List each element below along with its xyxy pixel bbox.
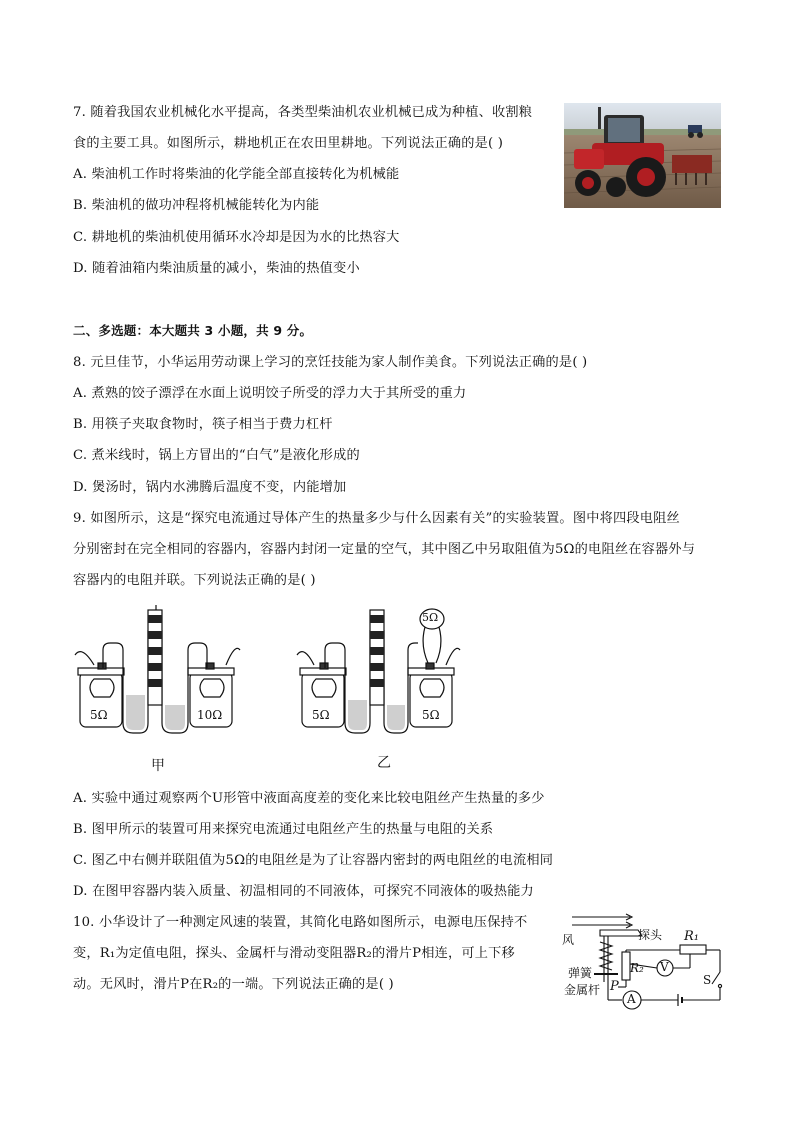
q10-slider-p-label: P — [610, 979, 619, 994]
q10-stem-line3: 动。无风时，滑片P在R₂的一端。下列说法正确的是( ) — [73, 977, 394, 992]
q9-stem-line3: 容器内的电阻并联。下列说法正确的是( ) — [73, 573, 316, 588]
q10-circuit-figure — [560, 912, 730, 1017]
q7-stem-line2: 食的主要工具。如图所示，耕地机正在农田里耕地。下列说法正确的是( ) — [73, 136, 504, 151]
q10-rod-label: 金属杆 — [564, 983, 601, 997]
q9-yi-caption: 乙 — [377, 755, 391, 771]
q9-yi-left-resistor-label: 5Ω — [312, 708, 330, 722]
q9-figure-jia — [70, 605, 250, 755]
q9-option-c: C. 图乙中右侧并联阻值为5Ω的电阻丝是为了让容器内密封的两电阻丝的电流相同 — [73, 853, 554, 868]
q9-stem-line2: 分别密封在完全相同的容器内，容器内封闭一定量的空气，其中图乙中另取阻值为5Ω的电阻丝在容器外与 — [73, 542, 696, 557]
q10-stem-line1: 10. 小华设计了一种测定风速的装置，其简化电路如图所示，电源电压保持不 — [73, 915, 528, 930]
q10-r1-label: R₁ — [684, 929, 699, 944]
q9-jia-caption: 甲 — [151, 758, 165, 774]
q10-spring-label: 弹簧 — [568, 966, 593, 980]
q8-stem: 8. 元旦佳节，小华运用劳动课上学习的烹饪技能为家人制作美食。下列说法正确的是( ) — [73, 355, 588, 370]
q9-stem-line1: 9. 如图所示，这是“探究电流通过导体产生的热量多少与什么因素有关”的实验装置。图中将四段电阻丝 — [73, 511, 680, 526]
q7-stem-line1: 7. 随着我国农业机械化水平提高，各类型柴油机农业机械已成为种植、收割粮 — [73, 105, 533, 120]
q10-voltmeter-label: V — [660, 960, 669, 974]
q7-option-b: B. 柴油机的做功冲程将机械能转化为内能 — [73, 198, 320, 213]
q8-option-b: B. 用筷子夹取食物时，筷子相当于费力杠杆 — [73, 417, 333, 432]
q9-jia-right-resistor-label: 10Ω — [197, 708, 223, 722]
q10-probe-label: 探头 — [638, 928, 663, 942]
q8-option-d: D. 煲汤时，锅内水沸腾后温度不变，内能增加 — [73, 480, 347, 495]
q7-option-d: D. 随着油箱内柴油质量的减小，柴油的热值变小 — [73, 261, 360, 276]
q9-jia-left-resistor-label: 5Ω — [90, 708, 108, 722]
q9-option-a: A. 实验中通过观察两个U形管中液面高度差的变化来比较电阻丝产生热量的多少 — [73, 791, 545, 806]
q10-switch-label: S — [703, 973, 712, 987]
q10-r2-label: R₂ — [630, 961, 644, 975]
q7-option-c: C. 耕地机的柴油机使用循环水冷却是因为水的比热容大 — [73, 230, 400, 245]
q10-stem-line2: 变，R₁为定值电阻，探头、金属杆与滑动变阻器R₂的滑片P相连，可上下移 — [73, 946, 515, 961]
section-heading-multiple-choice: 二、多选题：本大题共 3 小题，共 9 分。 — [73, 323, 313, 338]
tractor-photo — [564, 103, 721, 208]
q8-option-c: C. 煮米线时，锅上方冒出的“白气”是液化形成的 — [73, 448, 360, 463]
q10-wind-label: 风 — [562, 933, 575, 947]
q8-option-a: A. 煮熟的饺子漂浮在水面上说明饺子所受的浮力大于其所受的重力 — [73, 386, 467, 401]
q9-yi-right-resistor-label: 5Ω — [422, 708, 440, 722]
q9-figure-yi — [292, 605, 472, 755]
q9-option-d: D. 在图甲容器内装入质量、初温相同的不同液体，可探究不同液体的吸热能力 — [73, 884, 534, 899]
q9-option-b: B. 图甲所示的装置可用来探究电流通过电阻丝产生的热量与电阻的关系 — [73, 822, 494, 837]
q7-option-a: A. 柴油机工作时将柴油的化学能全部直接转化为机械能 — [73, 167, 400, 182]
q9-yi-outside-resistor-label: 5Ω — [422, 611, 439, 624]
q10-ammeter-label: A — [627, 992, 636, 1006]
